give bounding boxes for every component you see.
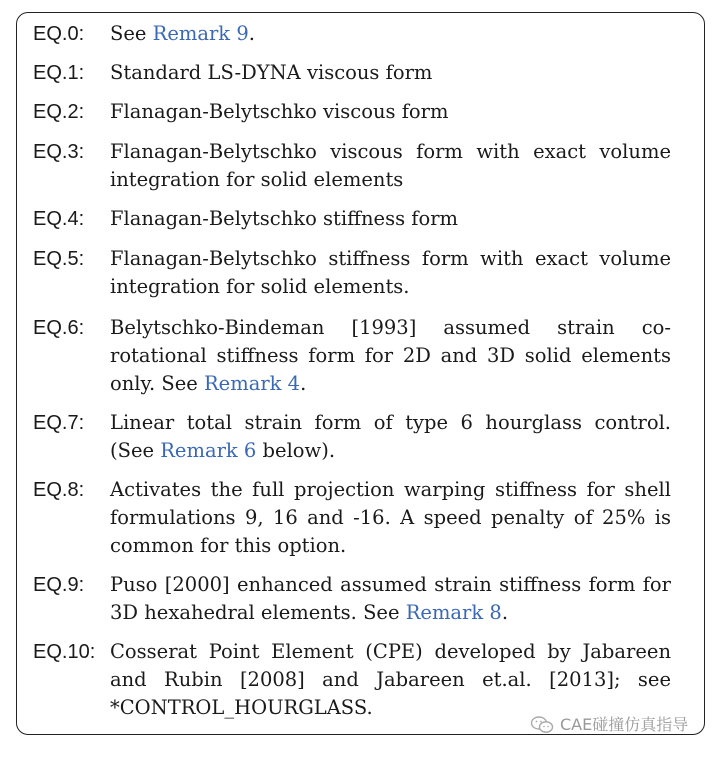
remark-9-link[interactable]: Remark 9 — [152, 22, 249, 45]
entry-label: EQ.10: — [33, 641, 96, 663]
watermark — [530, 713, 688, 737]
entry-description: Flanagan-Belytschko viscous form — [110, 100, 449, 123]
entry-label: EQ.7: — [33, 412, 85, 434]
entry-description: Puso [2000] enhanced assumed strain stiffness form for 3D hexahedral elements. See Remark 8. — [110, 573, 671, 624]
entry-label: EQ.8: — [33, 479, 85, 501]
entry-description: See Remark 9. — [110, 22, 255, 45]
entry-description: Activates the full projection warping stiffness for shell formulations 9, 16 and -16. A speed penalty of 25% is common for this option. — [110, 478, 671, 557]
entry-label: EQ.5: — [33, 248, 85, 270]
remark-6-link[interactable]: Remark 6 — [160, 439, 257, 462]
entry-description: Cosserat Point Element (CPE) developed by Jabareen and Rubin [2008] and Jabareen et.al. [2013]; see *CONTROL_HOURGLASS. — [110, 640, 671, 719]
entry-description: Flanagan-Belytschko viscous form with exact volume integration for solid elements — [110, 140, 671, 191]
remark-8-link[interactable]: Remark 8 — [405, 601, 502, 624]
entry-label: EQ.9: — [33, 574, 85, 596]
entry-label: EQ.4: — [33, 208, 85, 230]
entry-description: Belytschko-Bindeman [1993] assumed strain co-rotational stiffness form for 2D and 3D solid elements only. See Remark 4. — [110, 316, 671, 395]
entry-label: EQ.0: — [33, 23, 85, 45]
entry-label: EQ.2: — [33, 101, 85, 123]
entry-description: Flanagan-Belytschko stiffness form — [110, 207, 459, 230]
wechat-icon — [530, 715, 554, 735]
entry-description: Standard LS-DYNA viscous form — [110, 61, 433, 84]
entry-label: EQ.6: — [33, 317, 85, 339]
entry-description: Linear total strain form of type 6 hourglass control. (See Remark 6 below). — [110, 411, 671, 462]
entry-label: EQ.3: — [33, 141, 85, 163]
entry-label: EQ.1: — [33, 62, 85, 84]
entry-description: Flanagan-Belytschko stiffness form with exact volume integration for solid elements. — [110, 247, 671, 298]
remark-4-link[interactable]: Remark 4 — [204, 372, 301, 395]
watermark-text: CAE碰撞仿真指导 — [560, 715, 689, 734]
